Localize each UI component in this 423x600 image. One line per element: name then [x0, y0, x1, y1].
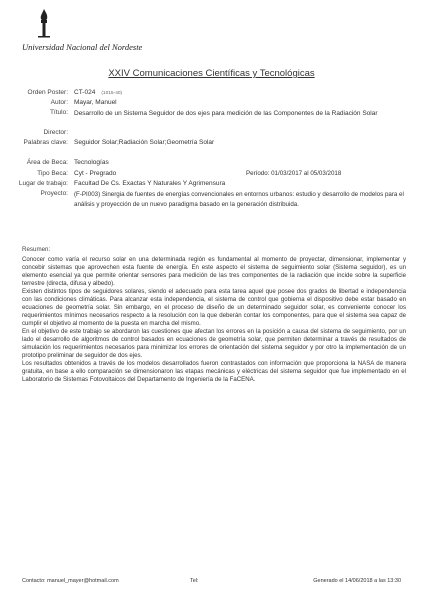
tipo-beca-value: Cyt - Pregrado [74, 170, 117, 177]
resumen-paragraph: Existen distintos tipos de seguidores solares, siendo el adecuado para esta tarea aquel que posee dos grados de libertad e independencia con las condiciones climáticas. Para alcanzar esta independencia, el sistema de control que gobierna el dispositivo debe estar basado en ecuaciones de geometría solar. Sin embargo, en el proceso de diseño de un determinado seguidor solar, es conveniente conocer los requerimientos mínimos necesarios respecto a la resolución con la que deberán contar los componentes, para que el sistema sea capaz de cumplir el objetivo al momento de la puesta en marcha del mismo. [22, 288, 406, 327]
orden-poster-label: Orden Poster: [27, 89, 68, 96]
resumen-label: Resumen: [22, 246, 51, 253]
resumen-paragraph: Los resultados obtenidos a través de los modelos desarrollados fueron contrastados con información que proporciona la NASA de manera gratuita, en base a ello comparación se dimensionaron las etapas mecánicas y eléctricas del sistema seguidor que fue implementado en el Laboratorio de Sistemas Fotovoltaicos del Departamento de Ingeniería de la FaCENA. [22, 360, 406, 383]
proyecto-label: Proyecto: [40, 190, 68, 197]
orden-poster-id: (1015-40) [101, 91, 123, 96]
resumen-paragraph: En el objetivo de este trabajo se abordaron las cuestiones que afectan los errores en la posición a causa del sistema de seguimiento, por un lado el desarrollo de algoritmos de control basados en ecuaciones de geometría solar, que permiten determinar a través de resultados de simulación los requerimientos necesarios para minimizar los errores de orientación del sistema seguidor y por otro la implementación de un prototipo preliminar de seguidor de dos ejes. [22, 328, 406, 359]
periodo-value: Período: 01/03/2017 al 05/03/2018 [246, 170, 342, 177]
proyecto-value: (F-PI003) Sinergia de fuentes de energías convencionales en entornos urbanos: estudio y desarrollo de modelos para el análisis y proyección de un nuevo paradigma basado en la generación distribuida. [74, 191, 404, 208]
titulo-label: Título: [49, 109, 68, 116]
palabras-clave-value: Seguidor Solar;Radiación Solar;Geometría Solar [74, 139, 215, 146]
university-logo [22, 8, 172, 52]
footer-generado: Generado el 14/06/2018 a las 13:30 [313, 578, 401, 584]
resumen-paragraph: Conocer como varía el recurso solar en una determinada región es fundamental al momento de proyectar, dimensionar, implementar y concebir sistemas que aprovechen esta fuente de energía. En este aspecto el sistema de seguimiento solar (Sistema seguidor), es un elemento esencial ya que permite orientar sensores para medición de las tres componentes de la radiación que incide sobre la superficie terrestre (directa, difusa y albedo). [22, 256, 406, 287]
torch-emblem-icon [36, 8, 52, 38]
autor-value: Mayar, Manuel [74, 99, 117, 106]
palabras-clave-label: Palabras clave: [23, 139, 68, 146]
area-beca-label: Área de Beca: [26, 159, 68, 166]
lugar-trabajo-label: Lugar de trabajo: [18, 180, 68, 187]
area-beca-value: Tecnologías [74, 159, 109, 166]
orden-poster-value [74, 89, 122, 96]
university-name: Universidad Nacional del Nordeste [22, 42, 143, 52]
footer-contacto: Contacto: manuel_mayer@hotmail.com [22, 578, 119, 584]
lugar-trabajo-value: Facultad De Cs. Exactas Y Naturales Y Agrimensura [74, 180, 226, 187]
autor-label: Autor: [50, 99, 68, 106]
tipo-beca-label: Tipo Beca: [37, 170, 68, 177]
titulo-value: Desarrollo de un Sistema Seguidor de dos ejes para medición de las Componentes de la Radiación Solar [74, 110, 378, 117]
footer-tel: Tel: [190, 578, 199, 584]
resumen-body [22, 256, 406, 384]
orden-poster-code: CT-024 [74, 89, 96, 96]
event-title: XXIV Comunicaciones Científicas y Tecnológicas [108, 68, 315, 79]
director-label: Director: [43, 129, 68, 136]
